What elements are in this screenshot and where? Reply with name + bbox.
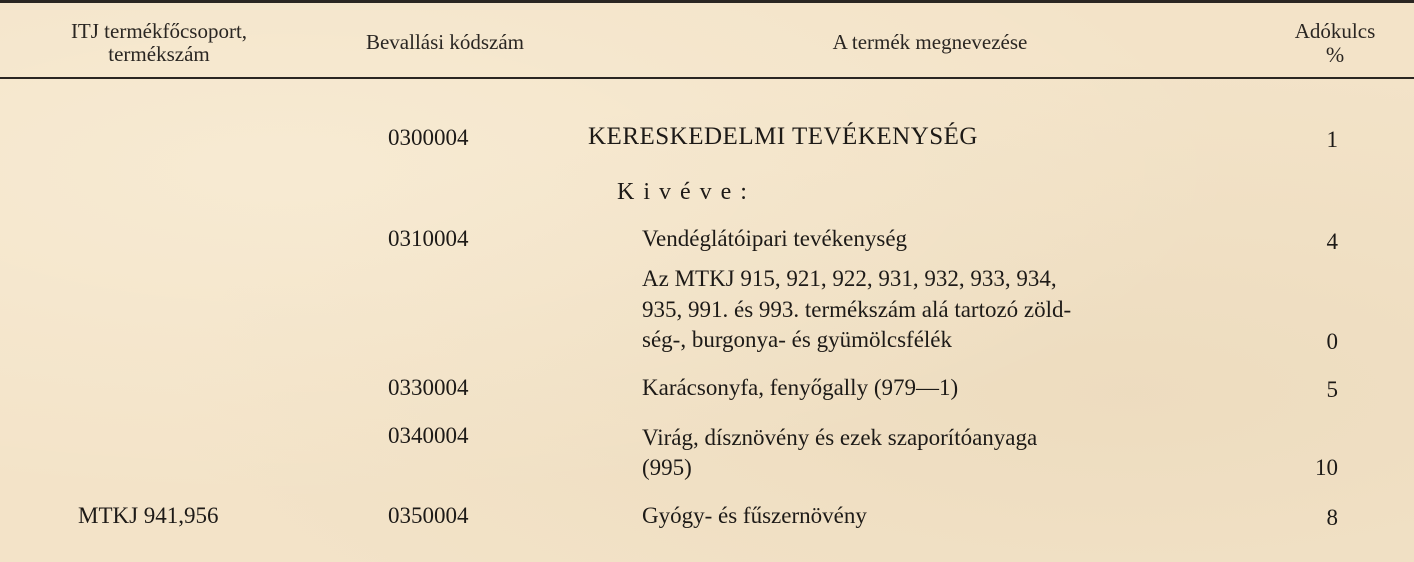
row-5-name-line2: (995) — [642, 455, 692, 480]
row-5-code: 0340004 — [388, 423, 469, 448]
row-4-code: 0330004 — [388, 375, 469, 400]
row-0-rate: 1 — [1326, 127, 1338, 152]
header-rate — [1270, 20, 1400, 66]
row-6-code: 0350004 — [388, 503, 469, 528]
row-3-name-line1: Az MTKJ 915, 921, 922, 931, 932, 933, 934, — [642, 266, 1057, 291]
row-0-code: 0300004 — [388, 125, 469, 150]
row-1-name: Kivéve: — [617, 179, 756, 205]
row-5-rate: 10 — [1315, 455, 1338, 480]
row-2-name: Vendéglátóipari tevékenység — [642, 226, 908, 251]
row-6-name: Gyógy- és fűszernövény — [642, 503, 867, 528]
header-itj — [28, 20, 290, 66]
row-4-name: Karácsonyfa, fenyőgally (979—1) — [642, 375, 959, 400]
top-rule — [0, 0, 1414, 3]
row-3-name-line3: ség-, burgonya- és gyümölcsfélék — [642, 327, 952, 352]
header-rule — [0, 77, 1414, 79]
header-rate-line2: % — [1325, 42, 1345, 67]
header-code: Bevallási kódszám — [365, 30, 525, 54]
row-2-code: 0310004 — [388, 226, 469, 251]
header-itj-line2: termékszám — [108, 42, 210, 66]
row-6-rate: 8 — [1326, 505, 1338, 530]
row-3-rate: 0 — [1326, 329, 1338, 354]
row-2-rate: 4 — [1326, 229, 1338, 254]
row-0-name: KERESKEDELMI TEVÉKENYSÉG — [588, 123, 978, 150]
row-6-itj: MTKJ 941,956 — [78, 503, 219, 528]
row-3-name-line2: 935, 991. és 993. termékszám alá tartozó zöld- — [642, 297, 1072, 322]
row-5-name-line1: Virág, dísznövény és ezek szaporítóanyaga — [642, 425, 1038, 450]
header-name: A termék megnevezése — [832, 30, 1028, 54]
row-4-rate: 5 — [1326, 377, 1338, 402]
header-itj-line1: ITJ termékfőcsoport, — [70, 19, 248, 43]
header-rate-line1: Adókulcs — [1294, 19, 1376, 43]
